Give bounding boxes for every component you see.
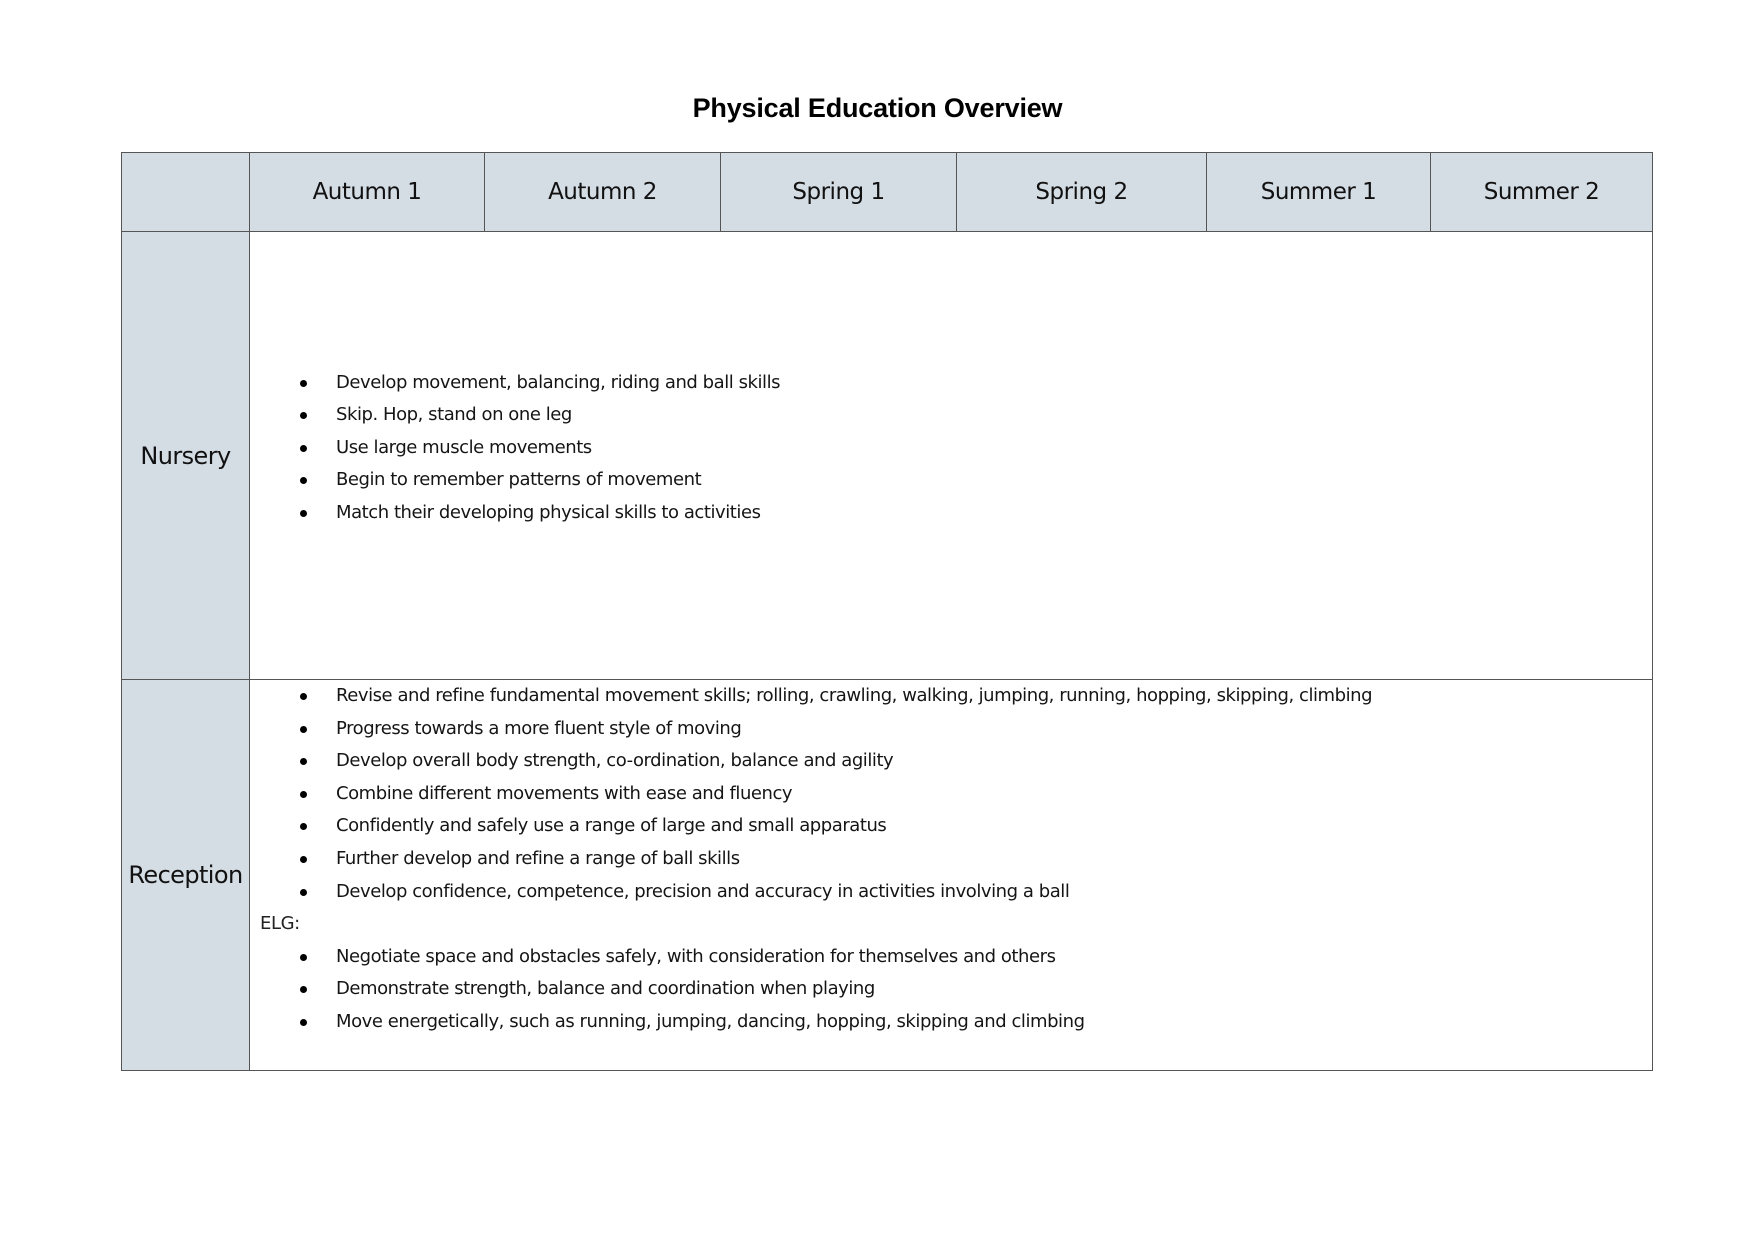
list-item: Develop confidence, competence, precision and accuracy in activities involving a ball [336, 876, 1652, 909]
elg-bullet-list [250, 941, 1652, 1039]
nursery-bullet-list [250, 367, 1652, 530]
list-item: Use large muscle movements [336, 432, 1652, 465]
list-item: Develop movement, balancing, riding and ball skills [336, 367, 1652, 400]
column-header-summer-1: Summer 1 [1207, 153, 1431, 232]
table-row-nursery [122, 232, 1653, 680]
list-item: Skip. Hop, stand on one leg [336, 399, 1652, 432]
nursery-content-cell [250, 232, 1653, 680]
list-item: Develop overall body strength, co-ordination, balance and agility [336, 745, 1652, 778]
elg-label: ELG: [260, 913, 300, 935]
header-row [122, 153, 1653, 232]
pe-overview-table [121, 152, 1653, 1071]
page-title: Physical Education Overview [692, 93, 1063, 123]
list-item: Combine different movements with ease and fluency [336, 778, 1652, 811]
column-header-spring-1: Spring 1 [721, 153, 957, 232]
column-header-autumn-1: Autumn 1 [250, 153, 485, 232]
column-header-summer-2: Summer 2 [1431, 153, 1653, 232]
list-item: Begin to remember patterns of movement [336, 464, 1652, 497]
list-item: Match their developing physical skills to activities [336, 497, 1652, 530]
column-header-autumn-2: Autumn 2 [485, 153, 721, 232]
list-item: Further develop and refine a range of ball skills [336, 843, 1652, 876]
list-item: Move energetically, such as running, jumping, dancing, hopping, skipping and climbing [336, 1006, 1652, 1039]
list-item: Confidently and safely use a range of large and small apparatus [336, 810, 1652, 843]
table-row-reception [122, 680, 1653, 1071]
row-label-reception: Reception [122, 680, 250, 1071]
list-item: Negotiate space and obstacles safely, with consideration for themselves and others [336, 941, 1652, 974]
list-item: Demonstrate strength, balance and coordination when playing [336, 973, 1652, 1006]
reception-bullet-list [250, 680, 1652, 908]
column-header-spring-2: Spring 2 [957, 153, 1207, 232]
corner-cell [122, 153, 250, 232]
list-item: Revise and refine fundamental movement skills; rolling, crawling, walking, jumping, running, hopping, skipping, climbing [336, 680, 1652, 713]
reception-content-cell [250, 680, 1653, 1071]
list-item: Progress towards a more fluent style of moving [336, 713, 1652, 746]
row-label-nursery: Nursery [122, 232, 250, 680]
